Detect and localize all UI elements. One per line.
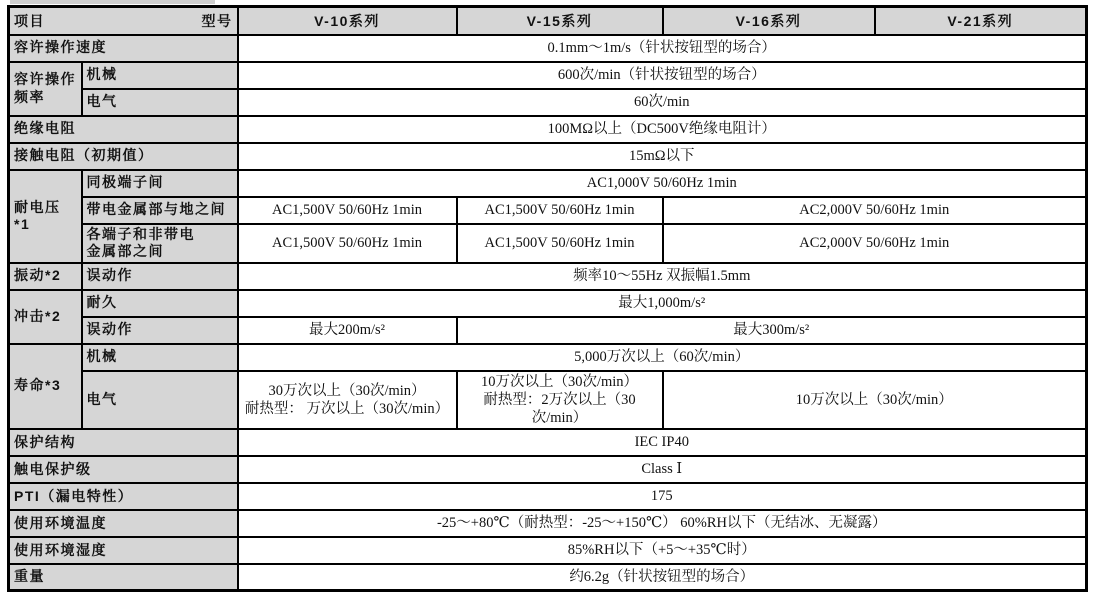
spec-table [7,5,1088,592]
sub-label-cell: 同极端子间 [82,170,238,197]
value-cell: 最大300m/s² [457,317,1087,344]
row-label-cell: 绝缘电阻 [9,116,238,143]
value-cell: AC1,500V 50/60Hz 1min [457,224,663,263]
sub-label-cell: 电气 [82,371,238,429]
sub-label-cell: 电气 [82,89,238,116]
table-row [9,143,1087,170]
table-row [9,429,1087,456]
value-cell: 最大200m/s² [238,317,457,344]
row-label-cell: 触电保护级 [9,456,238,483]
row-label-cell: PTI（漏电特性） [9,483,238,510]
table-row [9,537,1087,564]
value-cell: 0.1mm～1m/s（针状按钮型的场合） [238,35,1087,62]
row-label-cell: 使用环境湿度 [9,537,238,564]
item-header-label: 项目 [14,12,45,29]
value-cell: 10万次以上（30次/min） [663,371,1087,429]
table-row [9,197,1087,224]
table-row [9,35,1087,62]
row-label-cell: 保护结构 [9,429,238,456]
value-cell: Class Ⅰ [238,456,1087,483]
series-column-header: V-15系列 [457,7,663,35]
table-row [9,564,1087,591]
spec-table-header [9,7,1087,35]
value-cell: 频率10～55Hz 双振幅1.5mm [238,263,1087,290]
value-cell: 100MΩ以上（DC500V绝缘电阻计） [238,116,1087,143]
table-row [9,371,1087,429]
row-label-cell: 容许操作速度 [9,35,238,62]
value-cell: AC2,000V 50/60Hz 1min [663,224,1087,263]
row-label-cell: 容许操作频率 [9,62,82,116]
table-row [9,170,1087,197]
value-cell: -25～+80℃（耐热型：-25～+150℃） 60%RH以下（无结冰、无凝露） [238,510,1087,537]
value-cell: 10万次以上（30次/min） 耐热型：2万次以上（30次/min） [457,371,663,429]
table-row [9,483,1087,510]
sub-label-cell: 机械 [82,344,238,371]
table-row [9,290,1087,317]
model-header-label: 型号 [201,12,233,29]
table-row [9,116,1087,143]
series-column-header: V-10系列 [238,7,457,35]
value-cell: 最大1,000m/s² [238,290,1087,317]
series-column-header: V-16系列 [663,7,875,35]
row-label-cell: 振动*2 [9,263,82,290]
sub-label-cell: 误动作 [82,263,238,290]
header-row [9,7,1087,35]
value-cell: 600次/min（针状按钮型的场合） [238,62,1087,89]
scan-artifact [10,0,215,4]
value-cell: 约6.2g（针状按钮型的场合） [238,564,1087,591]
table-row [9,89,1087,116]
value-cell: AC1,500V 50/60Hz 1min [238,224,457,263]
row-label-cell: 接触电阻（初期值） [9,143,238,170]
value-cell: 175 [238,483,1087,510]
value-cell: 60次/min [238,89,1087,116]
sub-label-cell: 耐久 [82,290,238,317]
table-row [9,456,1087,483]
value-cell: IEC IP40 [238,429,1087,456]
value-cell: 85%RH以下（+5～+35℃时） [238,537,1087,564]
row-label-cell: 耐电压*1 [9,170,82,263]
row-label-cell: 冲击*2 [9,290,82,344]
value-cell: 15mΩ以下 [238,143,1087,170]
value-cell: 30万次以上（30次/min） 耐热型： 万次以上（30次/min） [238,371,457,429]
table-row [9,344,1087,371]
row-label-cell: 使用环境温度 [9,510,238,537]
table-row [9,317,1087,344]
series-column-header: V-21系列 [875,7,1087,35]
table-row [9,224,1087,263]
item-model-header-cell [9,7,238,35]
sub-label-cell: 机械 [82,62,238,89]
sub-label-cell: 带电金属部与地之间 [82,197,238,224]
sub-label-cell: 各端子和非带电 金属部之间 [82,224,238,263]
spec-table-body [9,35,1087,591]
table-row [9,510,1087,537]
value-cell: AC1,500V 50/60Hz 1min [457,197,663,224]
table-row [9,263,1087,290]
row-label-cell: 重量 [9,564,238,591]
table-row [9,62,1087,89]
value-cell: AC1,500V 50/60Hz 1min [238,197,457,224]
row-label-cell: 寿命*3 [9,344,82,429]
value-cell: AC1,000V 50/60Hz 1min [238,170,1087,197]
sub-label-cell: 误动作 [82,317,238,344]
value-cell: 5,000万次以上（60次/min） [238,344,1087,371]
value-cell: AC2,000V 50/60Hz 1min [663,197,1087,224]
